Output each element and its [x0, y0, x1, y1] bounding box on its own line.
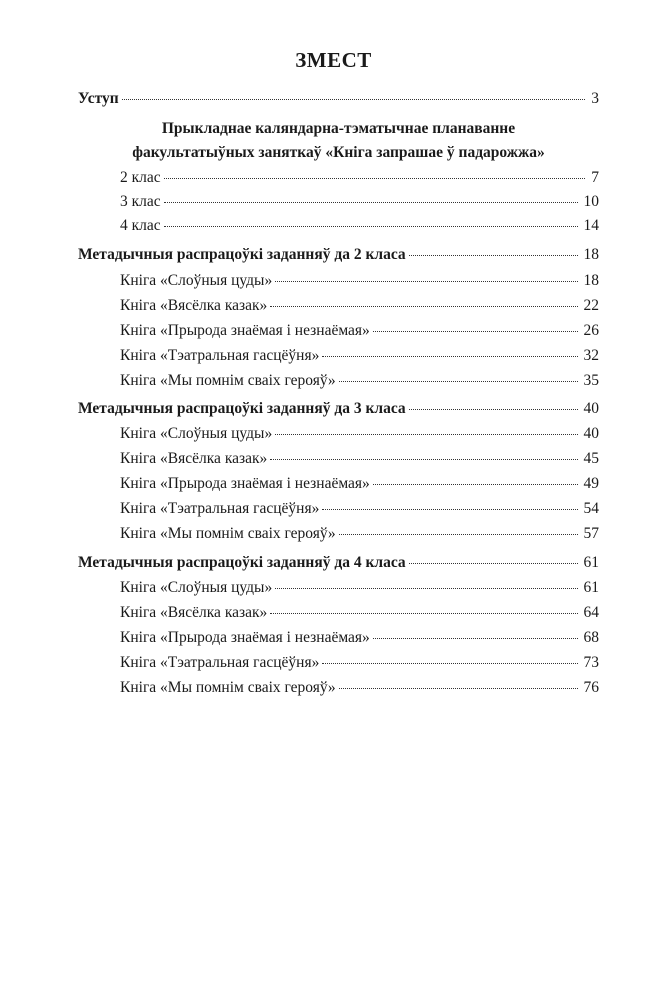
- toc-section-grade-3[interactable]: [78, 400, 599, 418]
- planning-heading-line-2: факультатыўных заняткаў «Кніга запрашае ў падарожжа»: [132, 144, 545, 161]
- dot-leader: [409, 409, 578, 410]
- toc-entry-page: 22: [583, 297, 599, 314]
- toc-entry-grade-2[interactable]: [120, 169, 599, 187]
- dot-leader: [339, 688, 578, 689]
- toc-entry[interactable]: [120, 322, 599, 340]
- dot-leader: [270, 459, 577, 460]
- dot-leader: [322, 663, 577, 664]
- toc-entry-page: 35: [583, 372, 599, 389]
- toc-entry[interactable]: [120, 679, 599, 697]
- dot-leader: [164, 202, 578, 203]
- toc-entry-page: 73: [583, 654, 599, 671]
- toc-entry-page: 40: [583, 425, 599, 442]
- toc-entry-page: 61: [583, 554, 599, 571]
- toc-entry[interactable]: [120, 475, 599, 493]
- toc-entry-label: Кніга «Мы помнім сваіх герояў»: [120, 679, 336, 696]
- toc-entry-page: 40: [583, 400, 599, 417]
- toc-entry-page: 10: [583, 193, 599, 210]
- toc-entry-page: 57: [583, 525, 599, 542]
- toc-entry[interactable]: [120, 629, 599, 647]
- toc-entry-page: 61: [583, 579, 599, 596]
- toc-entry-label: Кніга «Вясёлка казак»: [120, 297, 268, 314]
- toc-entry-label: Кніга «Тэатральная гасцёўня»: [120, 654, 320, 671]
- toc-entry[interactable]: [120, 654, 599, 672]
- toc-entry-page: 49: [583, 475, 599, 492]
- toc-entry[interactable]: [120, 347, 599, 365]
- toc-entry-page: 18: [583, 246, 599, 263]
- toc-section-grade-2[interactable]: [78, 246, 599, 264]
- toc-entry-label: Метадычныя распрацоўкі заданняў да 4 класа: [78, 554, 406, 571]
- dot-leader: [164, 226, 578, 227]
- dot-leader: [409, 563, 578, 564]
- toc-entry-label: 2 клас: [120, 169, 161, 186]
- toc-entry-page: 26: [583, 322, 599, 339]
- toc-entry-label: Кніга «Слоўныя цуды»: [120, 425, 273, 442]
- toc-entry-label: Кніга «Тэатральная гасцёўня»: [120, 500, 320, 517]
- toc-entry-page: 76: [583, 679, 599, 696]
- toc-entry-label: Уступ: [78, 90, 119, 107]
- toc-entry-label: Кніга «Тэатральная гасцёўня»: [120, 347, 320, 364]
- toc-entry[interactable]: [120, 500, 599, 518]
- toc-entry-label: Кніга «Вясёлка казак»: [120, 604, 268, 621]
- toc-entry-page: 7: [591, 169, 599, 186]
- page-title: ЗМЕСТ: [295, 48, 372, 72]
- toc-entry-label: Метадычныя распрацоўкі заданняў да 2 класа: [78, 246, 406, 263]
- toc-entry[interactable]: [120, 579, 599, 597]
- toc-entry[interactable]: [120, 604, 599, 622]
- toc-entry-label: 3 клас: [120, 193, 161, 210]
- toc-entry[interactable]: [120, 372, 599, 390]
- dot-leader: [270, 613, 577, 614]
- toc-entry-intro[interactable]: [78, 90, 599, 108]
- toc-entry[interactable]: [120, 525, 599, 543]
- toc-entry-page: 18: [583, 272, 599, 289]
- toc-entry-grade-3[interactable]: [120, 193, 599, 211]
- toc-entry[interactable]: [120, 272, 599, 290]
- toc-entry-page: 3: [591, 90, 599, 107]
- toc-entry-label: Кніга «Мы помнім сваіх герояў»: [120, 525, 336, 542]
- toc-entry-page: 64: [583, 604, 599, 621]
- toc-entry-page: 32: [583, 347, 599, 364]
- toc-entry-label: 4 клас: [120, 217, 161, 234]
- toc-entry-label: Кніга «Прырода знаёмая і незнаёмая»: [120, 629, 370, 646]
- planning-heading-line-1: Прыкладнае каляндарна-тэматычнае планаванне: [161, 120, 516, 137]
- dot-leader: [409, 255, 578, 256]
- dot-leader: [373, 484, 578, 485]
- toc-entry[interactable]: [120, 425, 599, 443]
- planning-heading: [78, 117, 599, 165]
- toc-entry-label: Кніга «Мы помнім сваіх герояў»: [120, 372, 336, 389]
- dot-leader: [339, 381, 578, 382]
- toc-entry-page: 54: [583, 500, 599, 517]
- dot-leader: [122, 99, 586, 100]
- toc-entry[interactable]: [120, 450, 599, 468]
- dot-leader: [164, 178, 586, 179]
- dot-leader: [322, 356, 577, 357]
- dot-leader: [322, 509, 577, 510]
- toc-entry-label: Кніга «Вясёлка казак»: [120, 450, 268, 467]
- toc-entry-grade-4[interactable]: [120, 217, 599, 235]
- dot-leader: [339, 534, 578, 535]
- toc-entry-page: 68: [583, 629, 599, 646]
- toc-entry-label: Кніга «Прырода знаёмая і незнаёмая»: [120, 475, 370, 492]
- dot-leader: [275, 588, 577, 589]
- toc-entry-page: 45: [583, 450, 599, 467]
- dot-leader: [373, 638, 578, 639]
- dot-leader: [373, 331, 578, 332]
- toc-entry-label: Метадычныя распрацоўкі заданняў да 3 класа: [78, 400, 406, 417]
- toc-entry-label: Кніга «Слоўныя цуды»: [120, 272, 273, 289]
- toc-section-grade-4[interactable]: [78, 554, 599, 572]
- toc-entry[interactable]: [120, 297, 599, 315]
- toc-entry-label: Кніга «Слоўныя цуды»: [120, 579, 273, 596]
- toc-entry-label: Кніга «Прырода знаёмая і незнаёмая»: [120, 322, 370, 339]
- dot-leader: [275, 434, 577, 435]
- dot-leader: [270, 306, 577, 307]
- dot-leader: [275, 281, 577, 282]
- toc-entry-page: 14: [583, 217, 599, 234]
